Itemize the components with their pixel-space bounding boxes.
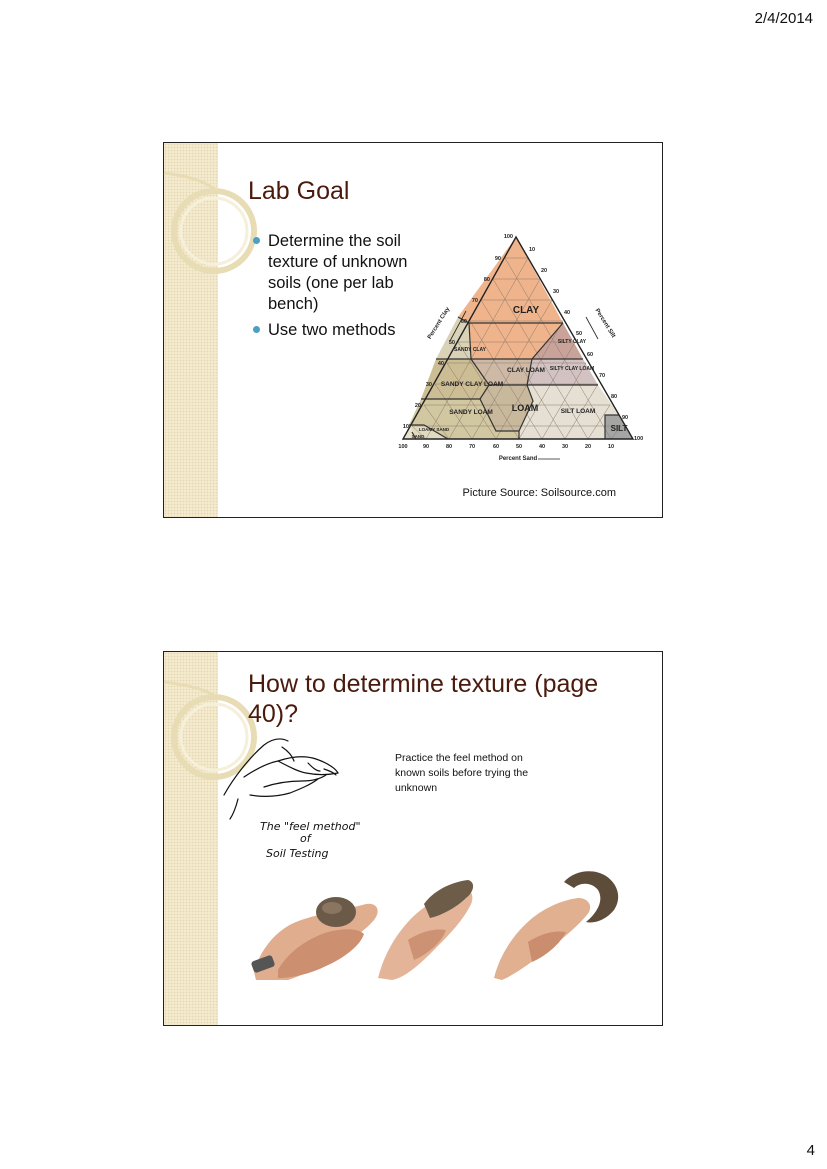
slide-lab-goal bbox=[163, 142, 663, 518]
label-silty-clay: SILTY CLAY bbox=[557, 339, 587, 345]
bottom-tick: 80 bbox=[445, 444, 453, 450]
label-clay-loam: CLAY LOAM bbox=[507, 367, 545, 374]
label-clay: CLAY bbox=[512, 305, 540, 316]
hands-photos bbox=[248, 870, 628, 982]
slide-determine-texture bbox=[163, 651, 663, 1026]
label-sandy-loam: SANDY LOAM bbox=[449, 409, 493, 416]
left-tick: 90 bbox=[494, 256, 501, 262]
left-tick: 50 bbox=[448, 340, 455, 346]
label-sandy-clay-loam: SANDY CLAY LOAM bbox=[440, 381, 504, 388]
label-sandy-clay: SANDY CLAY bbox=[454, 347, 486, 353]
sketch-caption-line: Soil Testing bbox=[266, 847, 329, 860]
bottom-axis-label: Percent Sand bbox=[498, 456, 538, 462]
bottom-tick: 70 bbox=[468, 444, 476, 450]
right-tick: 20 bbox=[541, 268, 548, 274]
label-silt-loam: SILT LOAM bbox=[560, 408, 596, 415]
label-silt: SILT bbox=[610, 424, 628, 433]
label-loamy-sand: LOAMY SAND bbox=[418, 427, 450, 432]
bullet-icon bbox=[253, 237, 260, 244]
bottom-tick: 30 bbox=[561, 444, 569, 450]
left-tick: 30 bbox=[425, 382, 432, 388]
bottom-tick: 90 bbox=[422, 444, 430, 450]
decorative-stripe bbox=[164, 652, 218, 1025]
label-silty-clay-loam: SILTY CLAY LOAM bbox=[549, 366, 595, 372]
right-tick: 70 bbox=[599, 373, 606, 379]
left-tick: 100 bbox=[503, 234, 513, 240]
left-tick: 70 bbox=[471, 298, 478, 304]
label-sand: SAND bbox=[411, 434, 425, 439]
bottom-tick: 60 bbox=[492, 444, 500, 450]
decorative-stripe bbox=[164, 143, 218, 517]
left-axis-label: Percent Clay bbox=[426, 306, 452, 341]
sketch-caption-line: of bbox=[300, 832, 311, 845]
hand-photo bbox=[378, 880, 473, 980]
slide-title: How to determine texture (page 40)? bbox=[248, 670, 599, 728]
right-tick: 60 bbox=[587, 352, 594, 358]
feel-method-sketch bbox=[220, 727, 361, 867]
bottom-tick: 40 bbox=[538, 444, 546, 450]
soil-texture-triangle bbox=[400, 229, 652, 469]
right-tick: 50 bbox=[576, 331, 583, 337]
bottom-tick: 20 bbox=[584, 444, 592, 450]
left-tick: 60 bbox=[460, 319, 467, 325]
right-tick: 100 bbox=[634, 436, 644, 442]
picture-source: Picture Source: Soilsource.com bbox=[462, 487, 616, 499]
right-tick: 30 bbox=[553, 289, 560, 295]
left-tick: 20 bbox=[414, 403, 421, 409]
sketch-caption-line: The "feel method" bbox=[260, 820, 361, 833]
bullet-icon bbox=[253, 326, 260, 333]
bottom-tick: 100 bbox=[398, 444, 408, 450]
bullet-item: Use two methods bbox=[252, 320, 432, 341]
bullet-item: Determine the soil texture of unknown soils (one per lab bench) bbox=[252, 231, 432, 315]
bottom-tick: 50 bbox=[515, 444, 523, 450]
left-tick: 80 bbox=[483, 277, 490, 283]
right-tick: 90 bbox=[622, 415, 629, 421]
left-tick: 40 bbox=[437, 361, 444, 367]
right-tick: 10 bbox=[529, 247, 536, 253]
left-tick: 10 bbox=[402, 424, 409, 430]
practice-note: Practice the feel method on known soils before trying the unknown bbox=[395, 752, 529, 794]
page-number: 4 bbox=[806, 1142, 815, 1159]
slide-title: Lab Goal bbox=[248, 177, 350, 205]
right-tick: 80 bbox=[611, 394, 618, 400]
print-date: 2/4/2014 bbox=[754, 10, 813, 27]
right-axis-label: Percent Silt bbox=[593, 307, 617, 340]
right-tick: 40 bbox=[564, 310, 571, 316]
hand-photo bbox=[494, 871, 618, 980]
hand-photo bbox=[251, 897, 378, 980]
bottom-tick: 10 bbox=[607, 444, 615, 450]
label-loam: LOAM bbox=[511, 403, 539, 413]
